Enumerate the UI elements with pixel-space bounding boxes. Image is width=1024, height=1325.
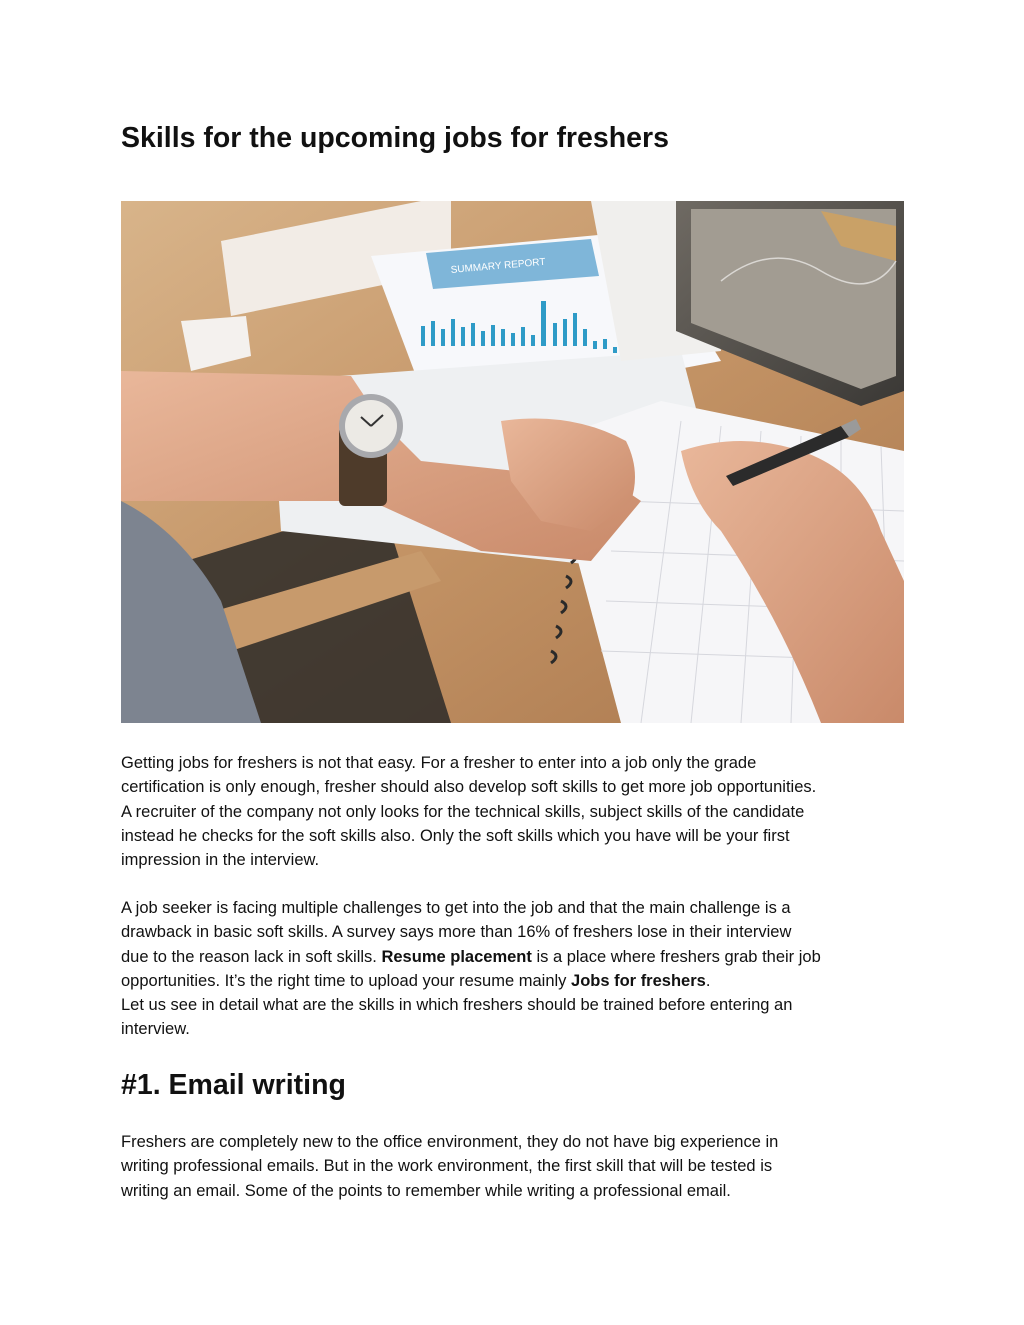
challenges-text: is a place where freshers grab their job <box>531 947 821 966</box>
article-photo <box>121 201 904 723</box>
jobs-for-freshers-link[interactable]: Jobs for freshers <box>571 971 706 990</box>
intro-line: A recruiter of the company not only looks for the technical skills, subject skills of the candidate <box>121 802 805 821</box>
challenges-text: . <box>705 971 711 990</box>
photo-report-header: SUMMARY REPORT <box>450 256 546 276</box>
email-writing-paragraph <box>121 1130 911 1203</box>
email-writing-line: writing professional emails. But in the work environment, the first skill that will be tested is <box>121 1157 773 1176</box>
challenges-line: drawback in basic soft skills. A survey says more than 16% of freshers lose in their interview <box>121 923 792 942</box>
challenges-line <box>121 945 911 969</box>
section-heading-email-writing: #1. Email writing <box>121 1069 346 1101</box>
intro-line: instead he checks for the soft skills also. Only the soft skills which you have will be your first <box>121 826 790 845</box>
email-writing-line: writing an email. Some of the points to remember while writing a professional email. <box>121 1181 731 1200</box>
email-writing-line: Freshers are completely new to the office environment, they do not have big experience in <box>121 1133 779 1151</box>
challenges-text: due to the reason lack in soft skills. <box>121 947 382 966</box>
challenges-line: interview. <box>121 1020 190 1039</box>
resume-placement-link[interactable]: Resume placement <box>381 947 532 966</box>
intro-line: impression in the interview. <box>121 851 320 870</box>
challenges-line: Let us see in detail what are the skills in which freshers should be trained before entering an <box>121 996 793 1015</box>
challenges-line: A job seeker is facing multiple challenges to get into the job and that the main challenge is a <box>121 899 791 917</box>
challenges-paragraph <box>121 896 911 1042</box>
page-title: Skills for the upcoming jobs for freshers <box>121 122 669 154</box>
challenges-text: opportunities. It’s the right time to upload your resume mainly <box>121 971 572 990</box>
challenges-line <box>121 969 911 993</box>
intro-paragraph <box>121 751 911 872</box>
intro-line: Getting jobs for freshers is not that easy. For a fresher to enter into a job only the grade <box>121 754 757 772</box>
intro-line: certification is only enough, fresher should also develop soft skills to get more job opportunities. <box>121 778 817 797</box>
